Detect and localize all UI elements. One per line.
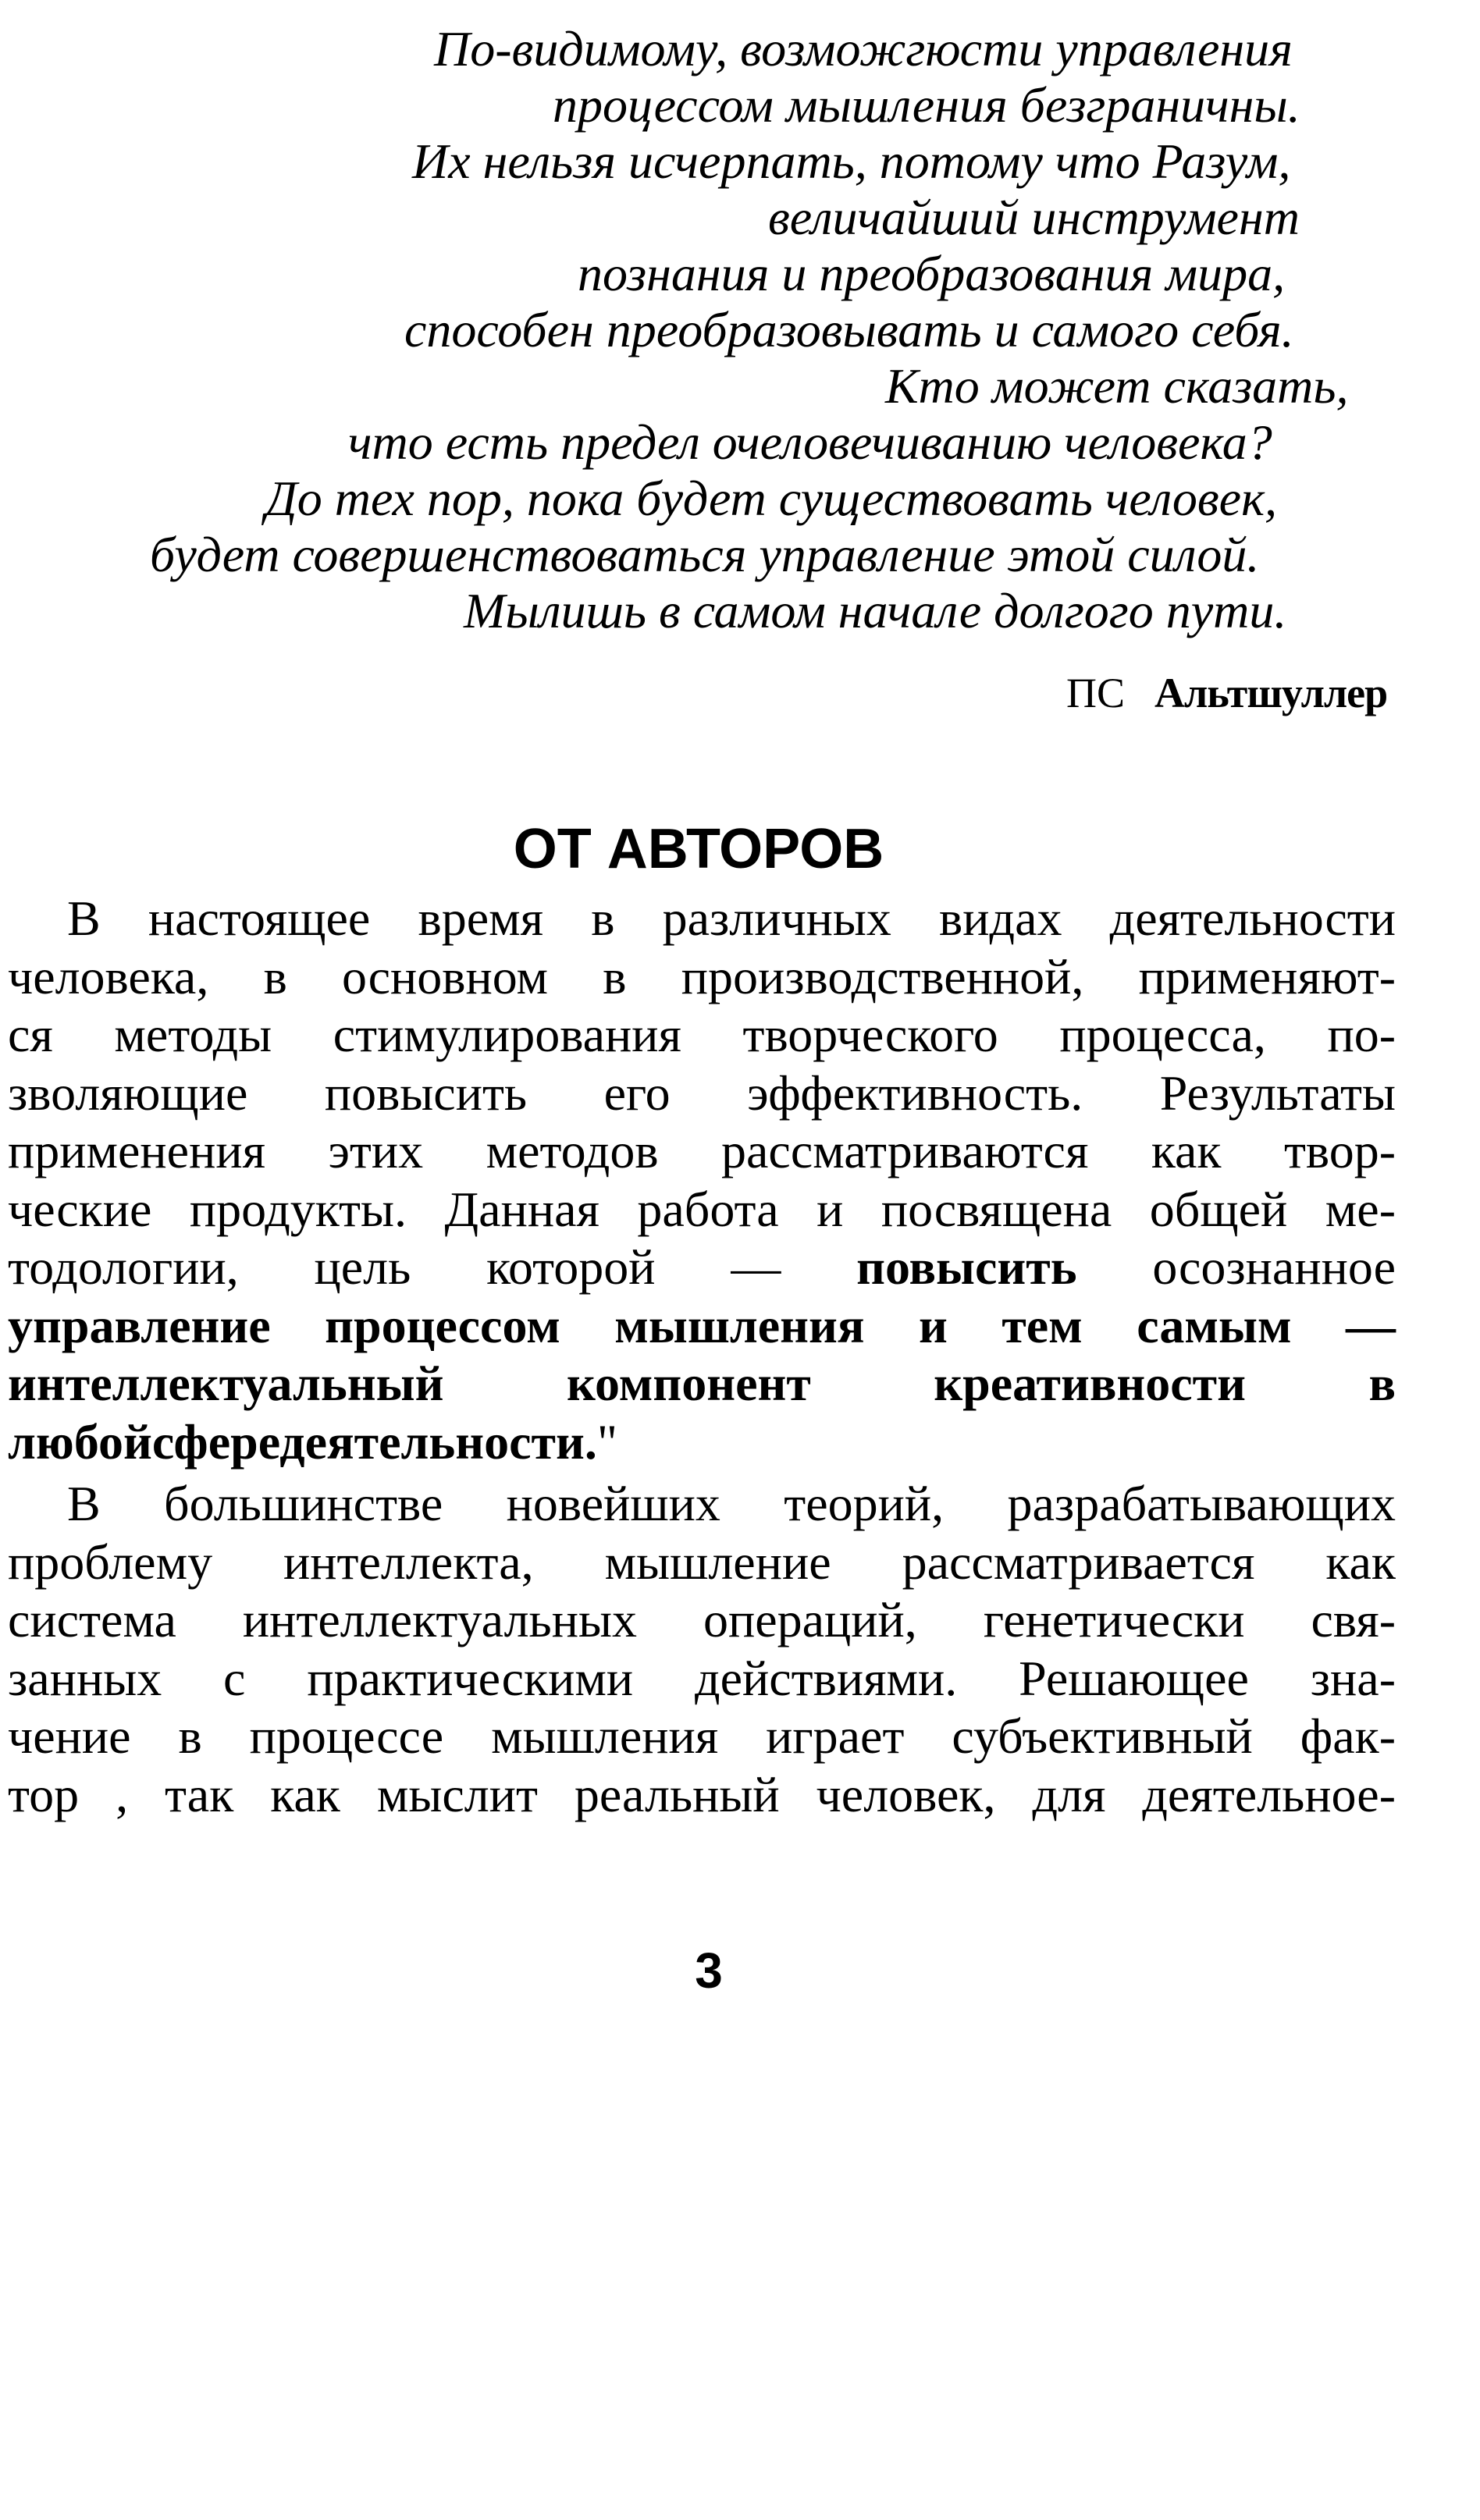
epigraph-attribution (1066, 670, 1387, 716)
emphasis-text: повысить (856, 1239, 1077, 1295)
paragraph-line (8, 1297, 1396, 1356)
epigraph-line: Их нельзя исчерпать, потому что Разум, (412, 133, 1291, 189)
epigraph-line: величайший инструмент (768, 190, 1300, 245)
paragraph-line: занных с практическими действиями. Решающее зна- (8, 1650, 1396, 1706)
paragraph-2 (8, 1475, 1396, 1824)
paragraph-line: система интеллектуальных операций, генетически свя- (8, 1592, 1396, 1647)
author-surname: Альтшуллер (1154, 670, 1388, 716)
paragraph-line: применения этих методов рассматриваются как твор- (8, 1123, 1396, 1178)
emphasis-text: любойсфередеятельности. (8, 1413, 597, 1470)
section-heading: ОТ АВТОРОВ (513, 818, 884, 880)
paragraph-line: В большинстве новейших теорий, разрабатывающих (67, 1476, 1396, 1531)
paragraph-line: ся методы стимулирования творческого процесса, по- (8, 1007, 1396, 1062)
epigraph-line: способен преобразовывать и самого себя. (404, 302, 1294, 357)
paragraph-line: зволяющие повысить его эффективность. Результаты (8, 1065, 1396, 1121)
paragraph-1 (8, 890, 1396, 1471)
epigraph-line: До тех пор, пока будет существовать человек, (265, 471, 1277, 526)
epigraph-line: Мылишь в самом начале долгого пути. (464, 583, 1287, 638)
paragraph-line (8, 1239, 1396, 1297)
epigraph-line: Кто может сказать, (885, 358, 1349, 414)
emphasis-text: управление процессом мышления и тем самым — (8, 1297, 1396, 1353)
line-text: " (596, 1413, 617, 1470)
paragraph-line: ческие продукты. Данная работа и посвящена общей ме- (8, 1181, 1396, 1237)
author-initials: ПС (1066, 670, 1126, 716)
epigraph-line: что есть предел очеловечиванию человека? (348, 414, 1272, 470)
paragraph-line: человека, в основном в производственной, применяют- (8, 948, 1396, 1004)
epigraph-line: будет совершенствоваться управление этой силой. (150, 527, 1260, 582)
page-number: 3 (695, 1942, 723, 1999)
epigraph-line: процессом мышления безграничны. (553, 77, 1300, 133)
line-text: осознанное (1076, 1239, 1396, 1295)
paragraph-line (8, 1413, 1396, 1472)
line-text: тодологии, цель которой — (8, 1239, 857, 1295)
paragraph-line (8, 1355, 1396, 1413)
paragraph-line: проблему интеллекта, мышление рассматривается как (8, 1534, 1396, 1590)
paragraph-line: тор , так как мыслит реальный человек, для деятельное- (8, 1766, 1396, 1822)
emphasis-text: интеллектуальный компонент креативности в (8, 1356, 1396, 1411)
epigraph-line: По-видимому, возможгюсти управления (434, 21, 1293, 76)
epigraph-line: познания и преобразования мира, (578, 246, 1286, 301)
paragraph-line: В настоящее время в различных видах деятельности (67, 890, 1396, 946)
paragraph-line: чение в процессе мышления играет субъективный фак- (8, 1708, 1396, 1764)
